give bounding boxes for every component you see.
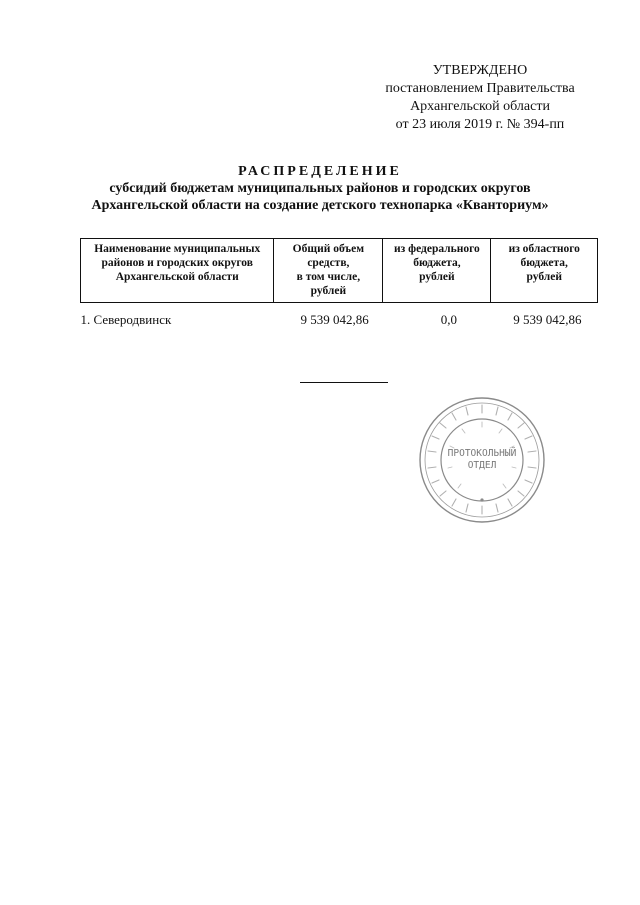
approval-region: Архангельской области [410, 99, 550, 114]
cell-federal: 0,0 [440, 312, 457, 327]
header-regional: из областного бюджета, рублей [491, 239, 598, 303]
document-title [40, 163, 600, 214]
approval-date-number: от 23 июля 2019 г. № 394-пп [395, 117, 565, 132]
title-heading: РАСПРЕДЕЛЕНИЕ [238, 164, 402, 179]
end-divider [300, 382, 388, 383]
approval-resolution: постановлением Правительства [385, 81, 575, 96]
cell-regional: 9 539 042,86 [513, 312, 582, 327]
cell-municipality: 1. Северодвинск [80, 312, 172, 327]
table-row [81, 303, 598, 328]
subsidy-table [80, 238, 598, 327]
title-line-2: Архангельской области на создание детского технопарка «Кванториум» [91, 198, 549, 213]
title-line-1: субсидий бюджетам муниципальных районов и городских округов [109, 181, 531, 196]
cell-total: 9 539 042,86 [300, 312, 369, 327]
header-total: Общий объем средств, в том числе, рублей [274, 239, 383, 303]
approval-heading: УТВЕРЖДЕНО [432, 63, 528, 78]
stamp-center-line-1: ПРОТОКОЛЬНЫЙ [447, 448, 517, 459]
header-municipality: Наименование муниципальных районов и городских округов Архангельской области [81, 239, 274, 303]
official-stamp-icon [418, 396, 546, 524]
header-federal: из федерального бюджета, рублей [383, 239, 491, 303]
stamp-center-line-2: ОТДЕЛ [467, 460, 497, 471]
approval-block [350, 62, 610, 134]
table-header-row [81, 239, 598, 303]
